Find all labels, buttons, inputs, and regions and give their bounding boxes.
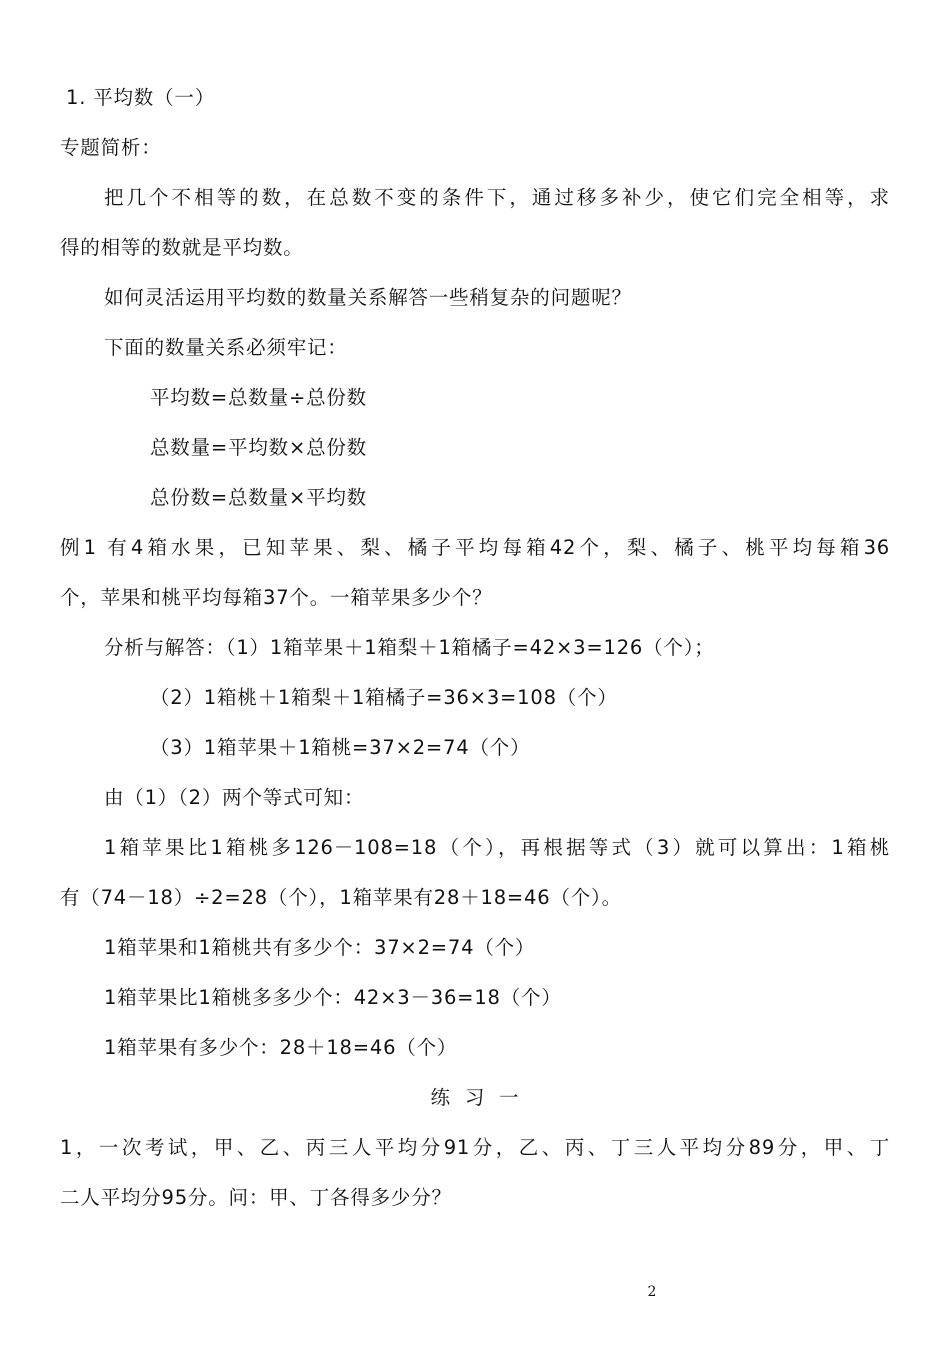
- analysis-step3: （3）1箱苹果＋1箱桃=37×2=74（个）: [150, 736, 531, 759]
- summary-step2: 1箱苹果比1箱桃多多少个：42×3－36=18（个）: [104, 986, 562, 1009]
- intro-paragraph-line1: 把几个不相等的数，在总数不变的条件下，通过移多补少，使它们完全相等，求: [104, 186, 890, 209]
- analysis-step1: 分析与解答：（1）1箱苹果＋1箱梨＋1箱橘子=42×3=126（个）；: [104, 636, 715, 659]
- formula-total: 总数量=平均数×总份数: [150, 436, 367, 459]
- relations-intro: 下面的数量关系必须牢记：: [104, 336, 348, 359]
- formula-average: 平均数=总数量÷总份数: [150, 386, 367, 409]
- summary-step1: 1箱苹果和1箱桃共有多少个：37×2=74（个）: [104, 936, 536, 959]
- question-paragraph: 如何灵活运用平均数的数量关系解答一些稍复杂的问题呢？: [104, 286, 632, 309]
- summary-step3: 1箱苹果有多少个：28＋18=46（个）: [104, 1036, 458, 1059]
- intro-paragraph-line2: 得的相等的数就是平均数。: [60, 236, 304, 259]
- exercise1-line2: 二人平均分95分。问：甲、丁各得多少分？: [60, 1186, 452, 1209]
- exercise-heading: 练 习 一: [430, 1086, 520, 1109]
- section-heading: 专题简析：: [60, 136, 162, 159]
- reasoning-line1: 1箱苹果比1箱桃多126－108=18（个），再根据等式（3）就可以算出：1箱桃: [104, 836, 890, 859]
- example1-line2: 个，苹果和桃平均每箱37个。一箱苹果多少个？: [60, 586, 493, 609]
- formula-count: 总份数=总数量×平均数: [150, 486, 367, 509]
- exercise1-line1: 1，一次考试，甲、乙、丙三人平均分91分，乙、丙、丁三人平均分89分，甲、丁: [60, 1136, 890, 1159]
- analysis-step2: （2）1箱桃＋1箱梨＋1箱橘子=36×3=108（个）: [150, 686, 618, 709]
- from-equations: 由（1）（2）两个等式可知：: [104, 786, 365, 809]
- page-number: 2: [647, 1284, 657, 1300]
- section-title: 1. 平均数（一）: [66, 86, 216, 109]
- example1-line1: 例1 有4箱水果，已知苹果、梨、橘子平均每箱42个，梨、橘子、桃平均每箱36: [60, 536, 890, 559]
- reasoning-line2: 有（74－18）÷2=28（个），1箱苹果有28＋18=46（个）。: [60, 886, 622, 909]
